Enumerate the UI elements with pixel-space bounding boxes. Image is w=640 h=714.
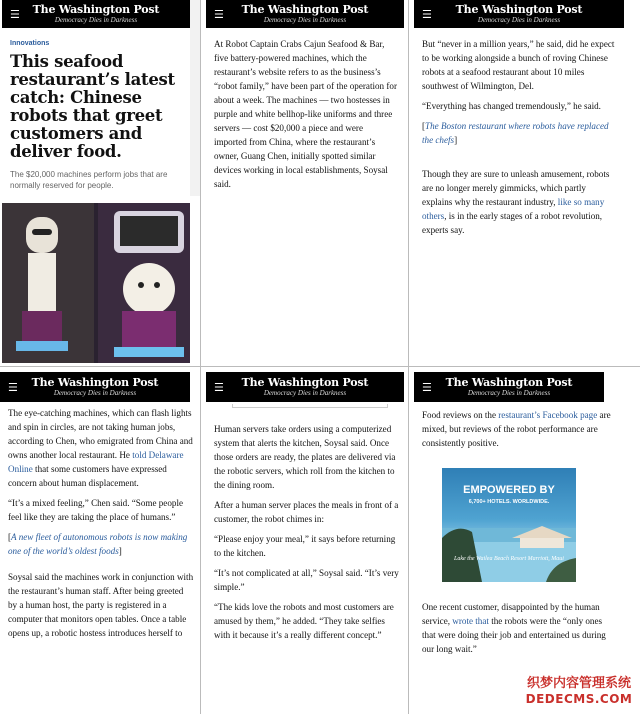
masthead-logo[interactable]: The Washington Post	[241, 3, 369, 16]
section-kicker[interactable]: Innovations	[10, 40, 50, 47]
article-panel-5	[206, 372, 406, 714]
article-panel-3	[414, 0, 624, 366]
masthead	[414, 372, 604, 402]
paragraph: “Everything has changed tremendously,” he said.	[422, 101, 601, 111]
article-panel-2	[206, 0, 406, 366]
paragraph: “It’s not complicated at all,” Soysal said. “It’s very simple.”	[214, 568, 399, 592]
column-divider	[200, 0, 201, 714]
robot-photo-illustration	[2, 203, 190, 363]
paragraph: After a human server places the meals in front of a customer, the robot chimes in:	[214, 500, 399, 524]
text-run: Though they are sure to unleash amusement, robots are no longer merely gimmicks, which partly explains why the restaurant industry,	[422, 169, 610, 207]
article-body	[214, 37, 398, 197]
paragraph: Soysal said the machines work in conjunction with the restaurant’s human staff. After being greeted by a human host, the party is registered in a computer that monitors open tables. Once a table opens up, a robotic hostess introduces herself to	[8, 572, 194, 638]
text-run: The eye-catching machines, which can flash lights and spin in circles, are not taking human jobs, according to Chen, who emigrated from China and owns another local restaurant. He	[8, 408, 193, 460]
article-panel-1	[0, 0, 200, 366]
masthead-logo[interactable]: The Washington Post	[455, 3, 583, 16]
column-divider	[408, 0, 409, 714]
article-body	[422, 600, 612, 662]
watermark-line-2: DEDECMS.COM	[525, 692, 633, 706]
paragraph: But “never in a million years,” he said, did he expect to be working alongside a bunch of roving Chinese robots at a seafood restaurant about 10 miles southwest of Wilmington, Del.	[422, 39, 615, 91]
divider	[190, 0, 200, 196]
menu-icon[interactable]: ☰	[422, 8, 432, 21]
inline-link[interactable]: told Delaware Online	[8, 450, 184, 474]
masthead	[206, 0, 404, 28]
article-body	[8, 406, 194, 646]
menu-icon[interactable]: ☰	[10, 8, 20, 21]
masthead	[0, 372, 190, 402]
masthead-tagline: Democracy Dies in Darkness	[54, 16, 138, 24]
menu-icon[interactable]: ☰	[8, 381, 18, 394]
masthead-logo[interactable]: The Washington Post	[31, 376, 159, 389]
masthead	[414, 0, 624, 28]
headline: This seafood restaurant’s latest catch: Chinese robots that greet customers and deliver food.	[10, 52, 175, 161]
watermark-line-1: 织梦内容管理系统	[526, 676, 631, 691]
divider	[232, 404, 388, 408]
paragraph: “It’s a mixed feeling,” Chen said. “Some people feel like they are taking the place of humans.”	[8, 498, 184, 522]
article-body	[422, 37, 618, 243]
paragraph: Human servers take orders using a computerized system that alerts the kitchen, Soysal said. Once those orders are ready, the plates are delivered via the robotic servers, which roll from the kitchen to the dining room.	[214, 424, 396, 490]
article-panel-6	[414, 372, 624, 714]
article-body	[422, 408, 612, 456]
paragraph	[8, 406, 194, 490]
paragraph: “The kids love the robots and most customers are amused by them,” he added. “They take selfies with it because it’s a really different concept.”	[214, 602, 394, 640]
bracket: ]	[454, 135, 458, 145]
text-run: Food reviews on the	[422, 410, 499, 420]
related-article-link[interactable]: The Boston restaurant where robots have replaced the chefs	[422, 121, 609, 145]
article-body	[214, 422, 400, 648]
related-link	[422, 119, 618, 147]
watermark	[520, 676, 638, 706]
ad-title: EMPOWERED BY	[463, 484, 555, 496]
paragraph: At Robot Captain Crabs Cajun Seafood & Bar, five battery-powered machines, which the restaurant’s website refers to as the business’s “robot family,” have been part of the operation for about a week. The machines — two hostesses in purple and white bellhop-like uniforms and three servers — cost $20,000 a piece and were imported from China, where the restaurant’s owner, Guang Chen, initially spotted similar devices working in local establishments, Soysal said.	[214, 39, 397, 189]
text-run: , is in the early stages of a robot revolution, experts say.	[422, 211, 603, 235]
inline-link[interactable]: like so many others	[422, 197, 605, 221]
bracket: [	[8, 532, 12, 542]
inline-link[interactable]: wrote that	[452, 616, 489, 626]
text-run: the robots were the “only ones that were doing their job and entertained us during our long wait.”	[422, 616, 606, 654]
advertisement[interactable]	[442, 468, 576, 582]
article-photo	[2, 203, 190, 363]
paragraph	[422, 408, 612, 450]
masthead	[206, 372, 404, 402]
masthead-logo[interactable]: The Washington Post	[241, 376, 369, 389]
subheadline: The $20,000 machines perform jobs that are normally reserved for people.	[10, 170, 168, 190]
article-panel-4	[0, 372, 200, 714]
inline-link[interactable]: restaurant’s Facebook page	[498, 410, 598, 420]
masthead-logo[interactable]: The Washington Post	[445, 376, 573, 389]
menu-icon[interactable]: ☰	[214, 381, 224, 394]
paragraph: “Please enjoy your meal,” it says before returning to the kitchen.	[214, 534, 396, 558]
related-article-link[interactable]: A new fleet of autonomous robots is now making one of the world’s oldest foods	[8, 532, 188, 556]
menu-icon[interactable]: ☰	[422, 381, 432, 394]
paragraph	[422, 167, 618, 237]
masthead-tagline: Democracy Dies in Darkness	[263, 16, 347, 24]
text-run: One recent customer, disappointed by the human service,	[422, 602, 600, 626]
ad-caption: Lake the Wailea Beach Resort Marriott, Maui	[454, 556, 564, 562]
related-link	[8, 530, 194, 558]
menu-icon[interactable]: ☰	[214, 8, 224, 21]
text-run: that some customers have expressed concern about human displacement.	[8, 464, 167, 488]
bracket: [	[422, 121, 426, 131]
masthead-tagline: Democracy Dies in Darkness	[263, 389, 347, 397]
masthead-tagline: Democracy Dies in Darkness	[467, 389, 551, 397]
masthead	[2, 0, 190, 28]
masthead-tagline: Democracy Dies in Darkness	[477, 16, 561, 24]
masthead-tagline: Democracy Dies in Darkness	[53, 389, 137, 397]
ad-subtitle: 6,700+ HOTELS. WORLDWIDE.	[468, 499, 550, 505]
paragraph	[422, 600, 612, 656]
row-divider	[0, 366, 640, 367]
masthead-logo[interactable]: The Washington Post	[32, 3, 160, 16]
bracket: ]	[118, 546, 122, 556]
text-run: are mixed, but reviews of the robot performance are consistently positive.	[422, 410, 611, 448]
